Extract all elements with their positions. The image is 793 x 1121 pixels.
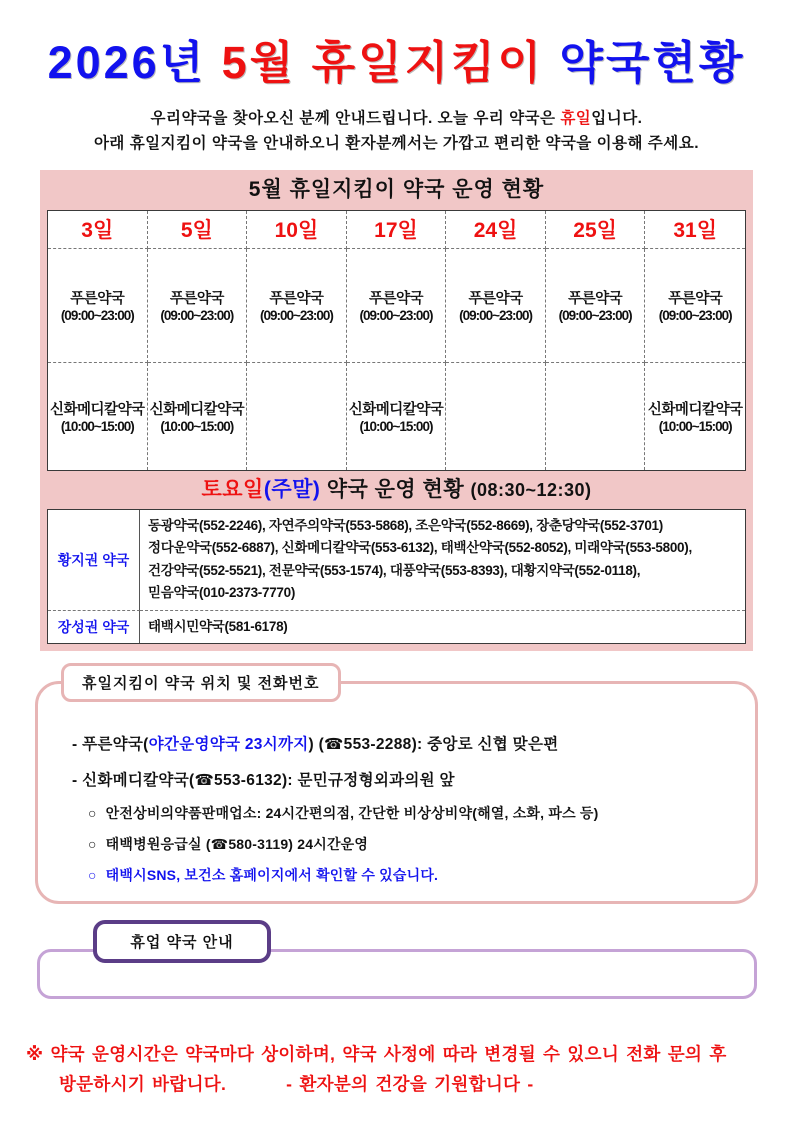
pharmacy-hours: (09:00~23:00) xyxy=(359,308,433,323)
pharmacy-hours: (09:00~23:00) xyxy=(60,308,134,323)
pharmacy-cell xyxy=(645,363,745,470)
saturday-title-black: 약국 운영 현황 xyxy=(320,477,471,501)
pharmacy-cell-empty xyxy=(546,363,646,470)
pharmacy-hours: (10:00~15:00) xyxy=(160,419,234,434)
day-header-cell: 3일 xyxy=(48,211,148,249)
day-header-cell: 17일 xyxy=(347,211,447,249)
pharmacy-cell-empty xyxy=(446,363,546,470)
day-header-cell: 24일 xyxy=(446,211,546,249)
pharmacy-name: 푸른약국 xyxy=(169,291,224,307)
title-tail: 약국현황 xyxy=(559,37,746,88)
pharmacy-hours: (10:00~15:00) xyxy=(359,419,433,434)
pharmacy-hours: (09:00~23:00) xyxy=(459,308,533,323)
closed-pharmacy-section xyxy=(0,920,793,999)
pharmacy-hours: (09:00~23:00) xyxy=(558,308,632,323)
location-item-pre: - 푸른약국( xyxy=(72,736,149,753)
title-mid: 휴일지킴이 xyxy=(311,37,545,88)
title-year: 2026년 xyxy=(47,37,207,88)
pharmacy-cell xyxy=(148,249,248,363)
intro-text xyxy=(0,106,793,156)
day-header-cell: 5일 xyxy=(148,211,248,249)
intro-line1-post: 입니다. xyxy=(591,109,643,127)
region-label-hwangji: 황지권 약국 xyxy=(48,510,140,611)
pharmacy-cell-empty xyxy=(247,363,347,470)
region-pharmacies-jangseong xyxy=(140,611,745,644)
bullet-sns xyxy=(88,864,727,887)
pharmacy-cell xyxy=(347,363,447,470)
saturday-title-time: (08:30~12:30) xyxy=(470,479,592,500)
pharmacy-list-line: 믿음약국(010-2373-7770) xyxy=(148,585,296,600)
saturday-region-table xyxy=(47,509,746,645)
bullet-er xyxy=(88,833,727,856)
pharmacy-name: 신화메디칼약국 xyxy=(149,402,245,418)
footer-line1: ※ 약국 운영시간은 약국마다 상이하며, 약국 사정에 따라 변경될 수 있으니 전화 문의 후 xyxy=(26,1044,727,1064)
pharmacy-cell xyxy=(546,249,646,363)
saturday-section-header xyxy=(47,471,746,509)
night-hours-highlight: 야간운영약국 23시까지 xyxy=(148,736,309,753)
footer-line2 xyxy=(26,1069,767,1099)
footer-line2-visit: 방문하시기 바랍니다. xyxy=(59,1074,227,1094)
pharmacy-name: 신화메디칼약국 xyxy=(50,402,145,418)
pharmacy-name: 신화메디칼약국 xyxy=(348,402,444,418)
pharmacy-name: 푸른약국 xyxy=(468,291,523,307)
pharmacy-name: 푸른약국 xyxy=(269,291,324,307)
pharmacy-name: 푸른약국 xyxy=(568,291,623,307)
pharmacy-cell xyxy=(148,363,248,470)
footer-notice xyxy=(26,1039,767,1099)
schedule-grid xyxy=(47,210,746,471)
pharmacy-cell xyxy=(347,249,447,363)
region-label-jangseong: 장성권 약국 xyxy=(48,611,140,644)
intro-line1-holiday: 휴일 xyxy=(560,109,592,127)
pharmacy-hours: (10:00~15:00) xyxy=(60,419,134,434)
pharmacy-hours: (09:00~23:00) xyxy=(160,308,234,323)
pharmacy-cell xyxy=(247,249,347,363)
pharmacy-name: 푸른약국 xyxy=(668,291,723,307)
bullet-text: 태백병원응급실 (☎580-3119) 24시간운영 xyxy=(105,836,369,852)
bullet-text: 태백시SNS, 보건소 홈페이지에서 확인할 수 있습니다. xyxy=(105,867,439,883)
intro-line1-pre: 우리약국을 찾아오신 분께 안내드립니다. 오늘 우리 약국은 xyxy=(150,109,561,127)
pharmacy-hours: (09:00~23:00) xyxy=(259,308,333,323)
saturday-title-blue: (주말) xyxy=(263,477,321,501)
circle-bullet-icon: ○ xyxy=(88,867,97,883)
location-info-box xyxy=(35,681,758,904)
pharmacy-cell xyxy=(48,249,148,363)
schedule-table-header: 5월 휴일지킴이 약국 운영 현황 xyxy=(248,177,545,201)
pharmacy-list-line: 태백시민약국(581-6178) xyxy=(148,618,288,634)
pharmacy-name: 푸른약국 xyxy=(368,291,423,307)
location-item-shinhwa: - 신화메디칼약국(☎553-6132): 문민규정형외과의원 앞 xyxy=(72,772,455,789)
pharmacy-cell xyxy=(446,249,546,363)
pharmacy-name: 신화메디칼약국 xyxy=(647,402,743,418)
page-title xyxy=(0,38,793,88)
intro-line2: 아래 휴일지킴이 약국을 안내하오니 환자분께서는 가깝고 편리한 약국을 이용해 주세요. xyxy=(93,134,700,152)
holiday-schedule-table xyxy=(40,170,753,652)
pharmacy-cell xyxy=(645,249,745,363)
region-pharmacies-hwangji xyxy=(140,510,745,611)
day-header-cell: 31일 xyxy=(645,211,745,249)
location-info-badge: 휴일지킴이 약국 위치 및 전화번호 xyxy=(61,663,341,702)
pharmacy-list-line: 건강약국(552-5521), 전문약국(553-1574), 대풍약국(553-8393), 대황지약국(552-0118), xyxy=(148,562,641,578)
location-item-pureun xyxy=(72,732,727,758)
intro-line1 xyxy=(0,106,793,131)
pharmacy-list-line: 정다운약국(552-6887), 신화메디칼약국(553-6132), 태백산약국(552-8052), 미래약국(553-5800), xyxy=(148,540,692,555)
day-header-cell: 25일 xyxy=(546,211,646,249)
circle-bullet-icon: ○ xyxy=(88,805,97,821)
pharmacy-list-line: 동광약국(552-2246), 자연주의약국(553-5868), 조은약국(552-8669), 장춘당약국(552-3701) xyxy=(148,517,663,533)
pharmacy-hours: (10:00~15:00) xyxy=(658,419,732,434)
circle-bullet-icon: ○ xyxy=(88,836,97,852)
bullet-safety-meds xyxy=(88,802,727,825)
closed-pharmacy-badge: 휴업 약국 안내 xyxy=(93,920,271,963)
title-month: 5월 xyxy=(221,37,297,88)
pharmacy-cell xyxy=(48,363,148,470)
footer-line2-wish: - 환자분의 건강을 기원합니다 - xyxy=(286,1074,534,1094)
pharmacy-name: 푸른약국 xyxy=(70,291,125,307)
location-info-section xyxy=(35,675,758,904)
bullet-text: 안전상비의약품판매업소: 24시간편의점, 간단한 비상상비약(해열, 소화, 파스 등) xyxy=(105,805,599,821)
day-header-cell: 10일 xyxy=(247,211,347,249)
location-item-post: ) (☎553-2288): 중앙로 신협 맞은편 xyxy=(308,736,559,753)
saturday-title-red: 토요일 xyxy=(201,477,264,501)
pharmacy-hours: (09:00~23:00) xyxy=(658,308,732,323)
